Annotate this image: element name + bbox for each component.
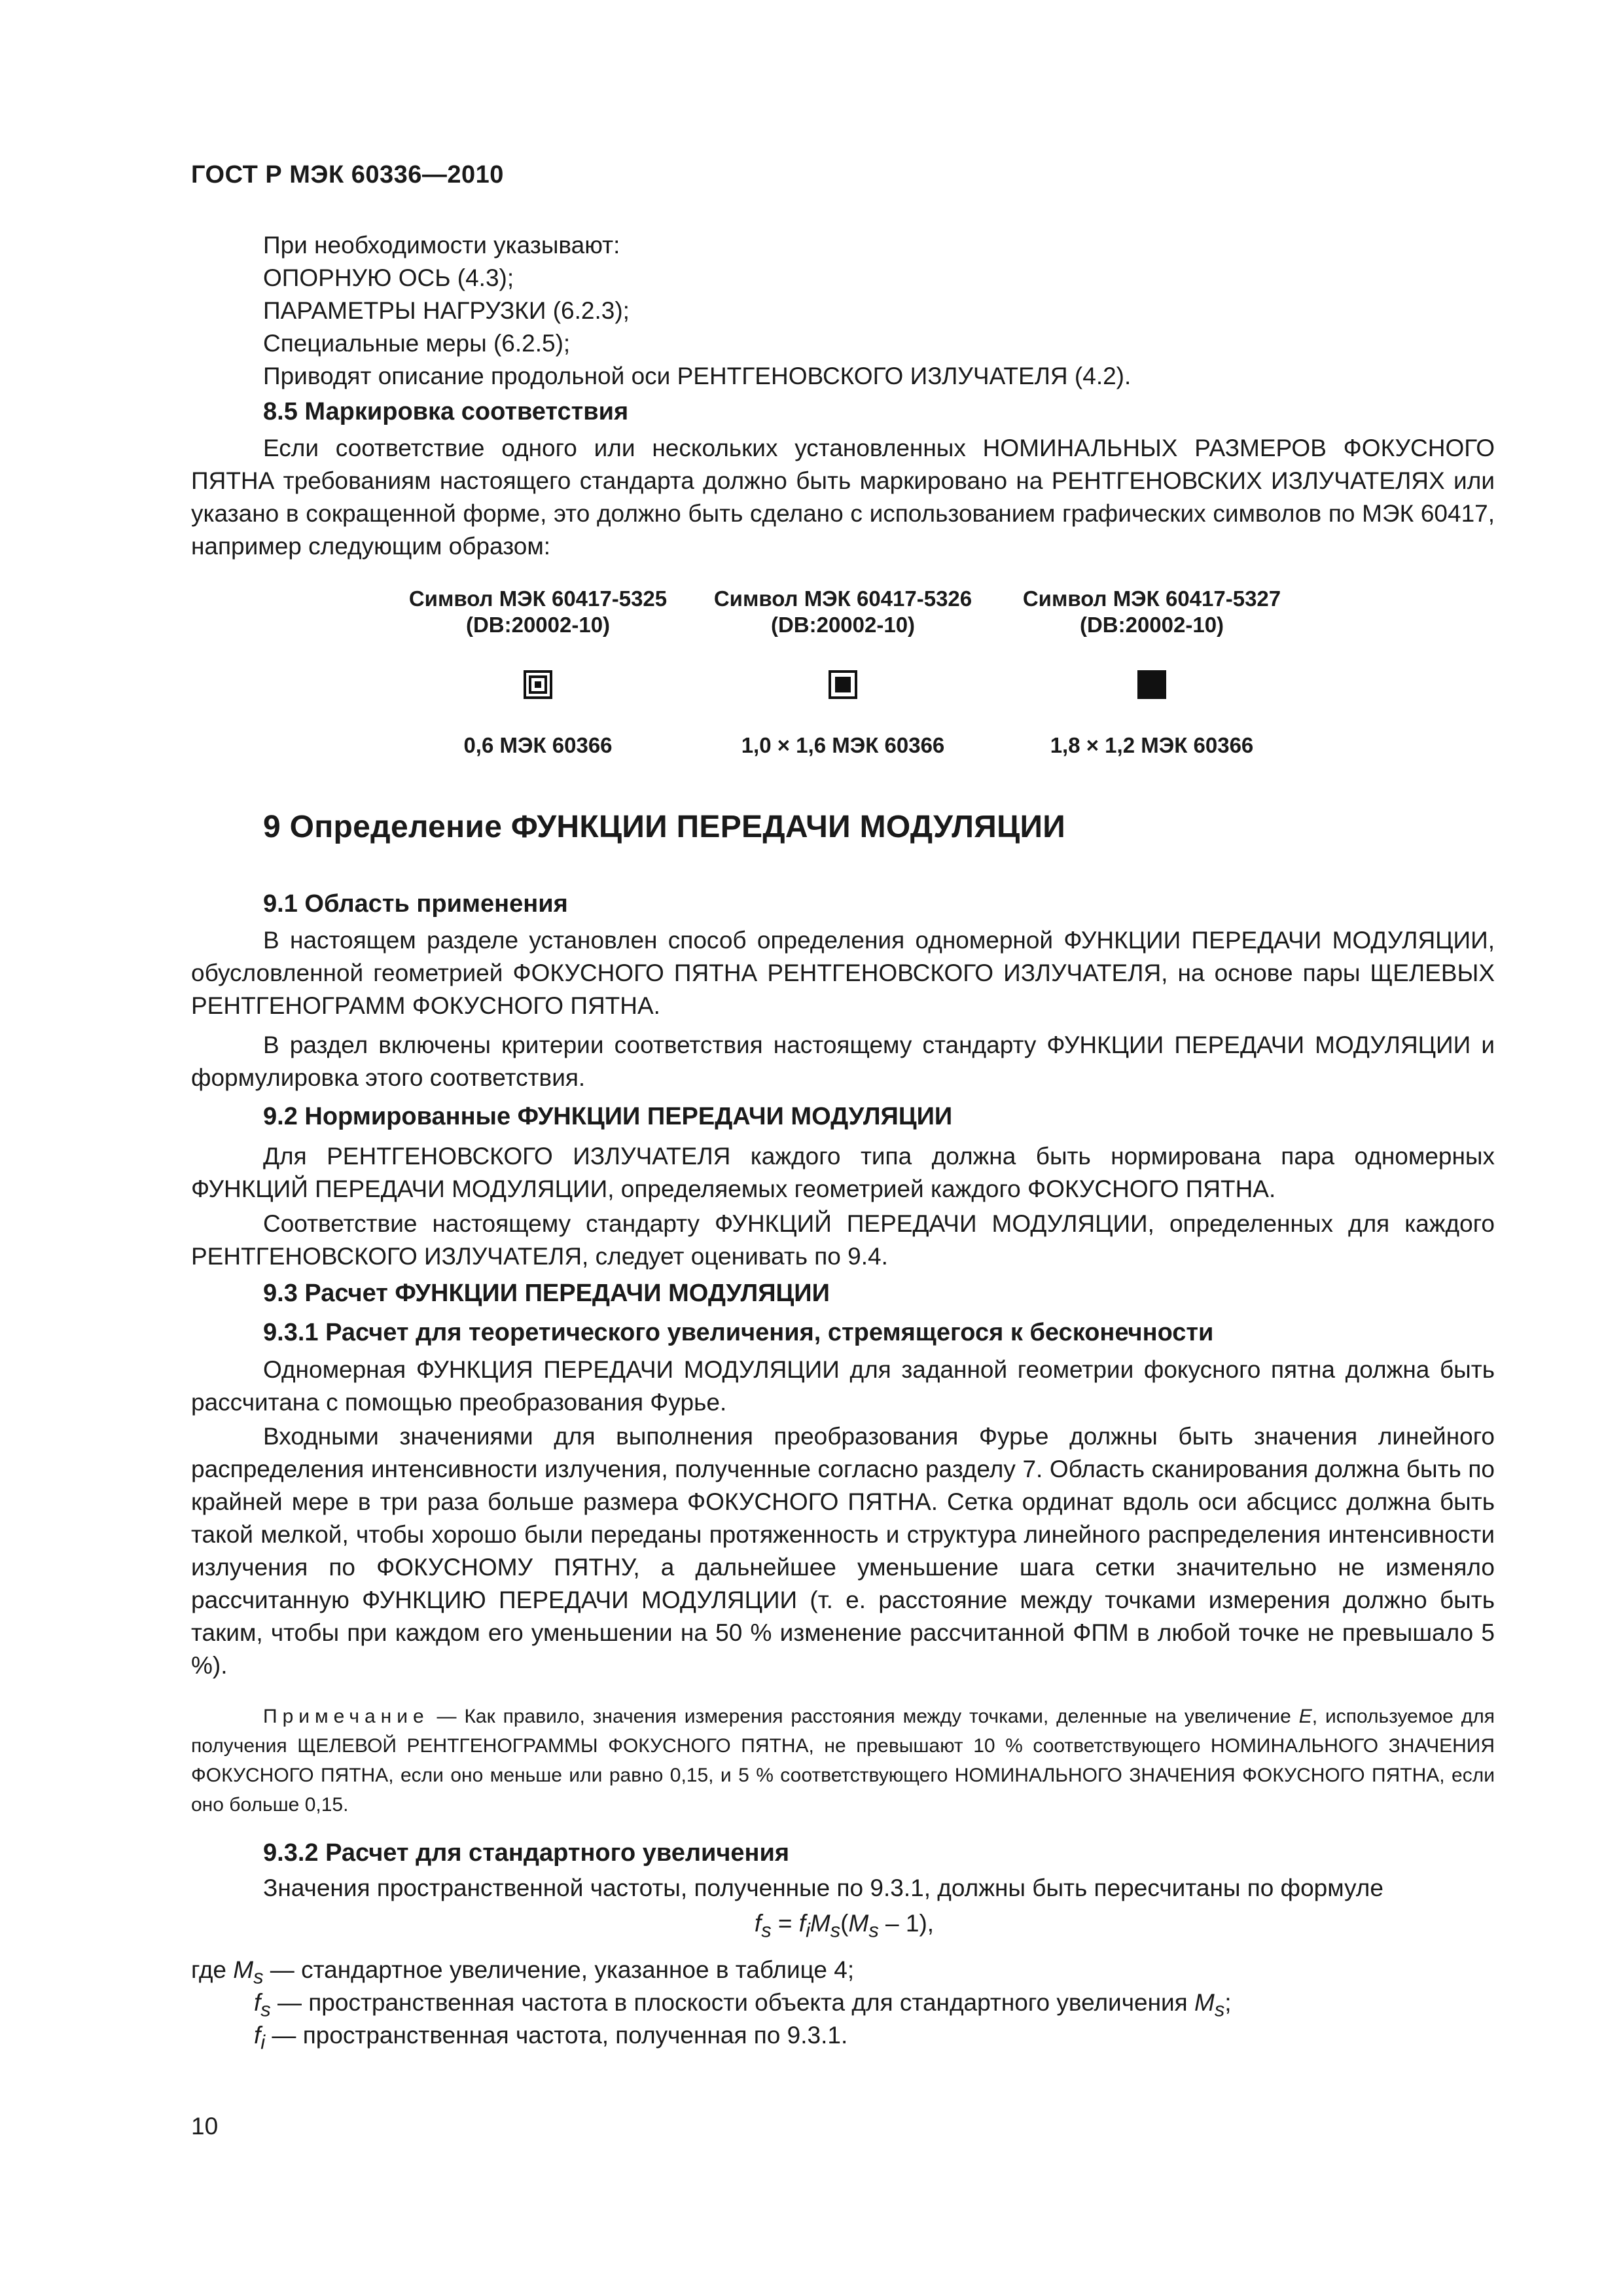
formula-fi: f — [798, 1910, 806, 1937]
formula-ms: M — [810, 1910, 830, 1937]
formula-fs: f — [754, 1910, 762, 1937]
formula-ms2: M — [848, 1910, 869, 1937]
intro-line: Специальные меры (6.2.5); — [263, 330, 571, 357]
formula-eq: = — [771, 1910, 799, 1937]
where-symbol: M — [233, 1956, 254, 1983]
section-heading-9-3-2: 9.3.2 Расчет для стандартного увеличения — [263, 1839, 790, 1867]
paragraph-9-3-1-b: Входными значениями для выполнения преобразования Фурье должны быть значения линейного распределения интенсивности излучения, полученные согласно разделу 7. Область сканирования должна быть по крайней мере в три раза больше размера ФОКУСНОГО ПЯТНА. Сетка ординат вдоль оси абсцисс должна быть такой мелкой, чтобы хорошо были переданы протяженность и структура линейного распределения интенсивности излучения по ФОКУСНОМУ ПЯТНУ, а дальнейшее уменьшение шага сетки значительно не изменяло рассчитанную ФУНКЦИЮ ПЕРЕДАЧИ МОДУЛЯЦИИ (т. е. расстояние между точками измерения должно быть таким, чтобы при каждом его уменьшении на 50 % изменение рассчитанной ФПМ в любой точке не превышало 5 %). — [191, 1423, 1495, 1679]
paragraph-8-5: Если соответствие одного или нескольких установленных НОМИНАЛЬНЫХ РАЗМЕРОВ ФОКУСНОГО ПЯТНА требованиям настоящего стандарта должно быть маркировано на РЕНТГЕНОВСКИХ ИЗЛУЧАТЕЛЯХ или указано в сокращенной форме, это должно быть сделано с использованием графических символов по МЭК 60417, например следующим образом: — [191, 435, 1495, 560]
symbol-label: 1,0 × 1,6 МЭК 60366 — [741, 733, 945, 757]
where-text: — пространственная частота в плоскости объекта для стандартного увеличения — [270, 1989, 1194, 2016]
symbol-caption: Символ МЭК 60417-5326 — [713, 586, 972, 611]
symbol-block-1 — [387, 586, 688, 638]
intro-line: ПАРАМЕТРЫ НАГРУЗКИ (6.2.3); — [263, 297, 630, 324]
where-lead: где — [191, 1956, 234, 1983]
paragraph-9-1-a: В настоящем разделе установлен способ определения одномерной ФУНКЦИИ ПЕРЕДАЧИ МОДУЛЯЦИИ, обусловленной геометрией ФОКУСНОГО ПЯТНА РЕНТГЕНОВСКОГО ИЗЛУЧАТЕЛЯ, на основе пары ЩЕЛЕВЫХ РЕНТГЕНОГРАММ ФОКУСНОГО ПЯТНА. — [191, 927, 1495, 1019]
section-heading-9-1: 9.1 Область применения — [263, 890, 568, 918]
where-sub: s — [260, 1998, 271, 2021]
section-heading-9-3-1: 9.3.1 Расчет для теоретического увеличения, стремящегося к бесконечности — [263, 1319, 1214, 1346]
symbol-label: 0,6 МЭК 60366 — [463, 733, 613, 757]
note-symbol-e: E — [1298, 1706, 1312, 1727]
formula-fi-sub: i — [806, 1918, 810, 1942]
where-sub: s — [253, 1965, 264, 1988]
formula-tail: – 1), — [878, 1910, 935, 1937]
symbol-caption-db: (DB:20002-10) — [770, 613, 916, 637]
section-heading-9-3: 9.3 Расчет ФУНКЦИИ ПЕРЕДАЧИ МОДУЛЯЦИИ — [263, 1280, 830, 1307]
document-header: ГОСТ Р МЭК 60336—2010 — [191, 161, 504, 188]
note-label: Примечание — [263, 1706, 429, 1727]
paragraph-9-3-1-a: Одномерная ФУНКЦИЯ ПЕРЕДАЧИ МОДУЛЯЦИИ для заданной геометрии фокусного пятна должна быть рассчитана с помощью преобразования Фурье. — [191, 1356, 1495, 1416]
intro-line: При необходимости указывают: — [263, 232, 620, 259]
symbol-label: 1,8 × 1,2 МЭК 60366 — [1050, 733, 1254, 757]
symbol-caption: Символ МЭК 60417-5325 — [408, 586, 668, 611]
where-symbol: f — [254, 2022, 261, 2049]
intro-line: ОПОРНУЮ ОСЬ (4.3); — [263, 264, 514, 291]
page-number: 10 — [191, 2113, 219, 2140]
where-symbol: M — [1194, 1989, 1215, 2016]
where-sub: s — [1214, 1998, 1225, 2021]
note — [191, 1702, 1495, 1820]
paragraph-9-2-b: Соответствие настоящему стандарту ФУНКЦИЙ ПЕРЕДАЧИ МОДУЛЯЦИИ, определенных для каждого РЕНТГЕНОВСКОГО ИЗЛУЧАТЕЛЯ, следует оценивать по 9.4. — [191, 1210, 1495, 1270]
formula-ms-sub: s — [830, 1918, 841, 1942]
filled-square-icon — [1137, 670, 1166, 699]
where-tail: ; — [1224, 1989, 1232, 2016]
symbol-caption-db: (DB:20002-10) — [465, 613, 611, 637]
symbol-caption-db: (DB:20002-10) — [1079, 613, 1224, 637]
section-heading-8-5: 8.5 Маркировка соответствия — [263, 398, 629, 425]
note-dash: — — [429, 1706, 465, 1727]
formula-fs-sub: s — [761, 1918, 772, 1942]
where-sub: i — [260, 2030, 266, 2054]
formula-ms2-sub: s — [868, 1918, 879, 1942]
paragraph-9-3-2: Значения пространственной частоты, полученные по 9.3.1, должны быть пересчитаны по формуле — [263, 1874, 1383, 1901]
framed-square-icon — [829, 670, 857, 699]
paragraph-9-2-a: Для РЕНТГЕНОВСКОГО ИЗЛУЧАТЕЛЯ каждого типа должна быть нормирована пара одномерных ФУНКЦИЙ ПЕРЕДАЧИ МОДУЛЯЦИИ, определяемых геометрией каждого ФОКУСНОГО ПЯТНА. — [191, 1143, 1495, 1202]
intro-line: Приводят описание продольной оси РЕНТГЕНОВСКОГО ИЗЛУЧАТЕЛЯ (4.2). — [263, 363, 1132, 389]
where-line-fi — [254, 2019, 847, 2058]
where-text: — стандартное увеличение, указанное в таблице 4; — [263, 1956, 855, 1983]
double-square-icon — [524, 670, 552, 699]
formula — [713, 1910, 975, 1942]
symbol-caption: Символ МЭК 60417-5327 — [1022, 586, 1281, 611]
where-text: — пространственная частота, полученная по 9.3.1. — [265, 2022, 848, 2049]
symbol-block-2 — [692, 586, 993, 638]
where-symbol: f — [254, 1989, 261, 2016]
note-text-a: Как правило, значения измерения расстояния между точками, деленные на увеличение — [464, 1706, 1299, 1727]
symbol-block-3 — [1001, 586, 1302, 638]
section-heading-9-2: 9.2 Нормированные ФУНКЦИИ ПЕРЕДАЧИ МОДУЛЯЦИИ — [263, 1103, 953, 1130]
section-heading-9: 9 Определение ФУНКЦИИ ПЕРЕДАЧИ МОДУЛЯЦИИ — [263, 810, 1066, 844]
formula-paren: ( — [840, 1910, 849, 1937]
paragraph-9-1-b: В раздел включены критерии соответствия настоящему стандарту ФУНКЦИИ ПЕРЕДАЧИ МОДУЛЯЦИИ и формулировка этого соответствия. — [191, 1031, 1495, 1091]
note-text-b: , используемое для получения ЩЕЛЕВОЙ РЕНТГЕНОГРАММЫ ФОКУСНОГО ПЯТНА, не превышают 10 % соответствующего НОМИНАЛЬНОГО ЗНАЧЕНИЯ ФОКУСНОГО ПЯТНА, если оно меньше или равно 0,15, и 5 % соответствующего НОМИНАЛЬНОГО ЗНАЧЕНИЯ ФОКУСНОГО ПЯТНА, если оно больше 0,15. — [191, 1706, 1495, 1816]
